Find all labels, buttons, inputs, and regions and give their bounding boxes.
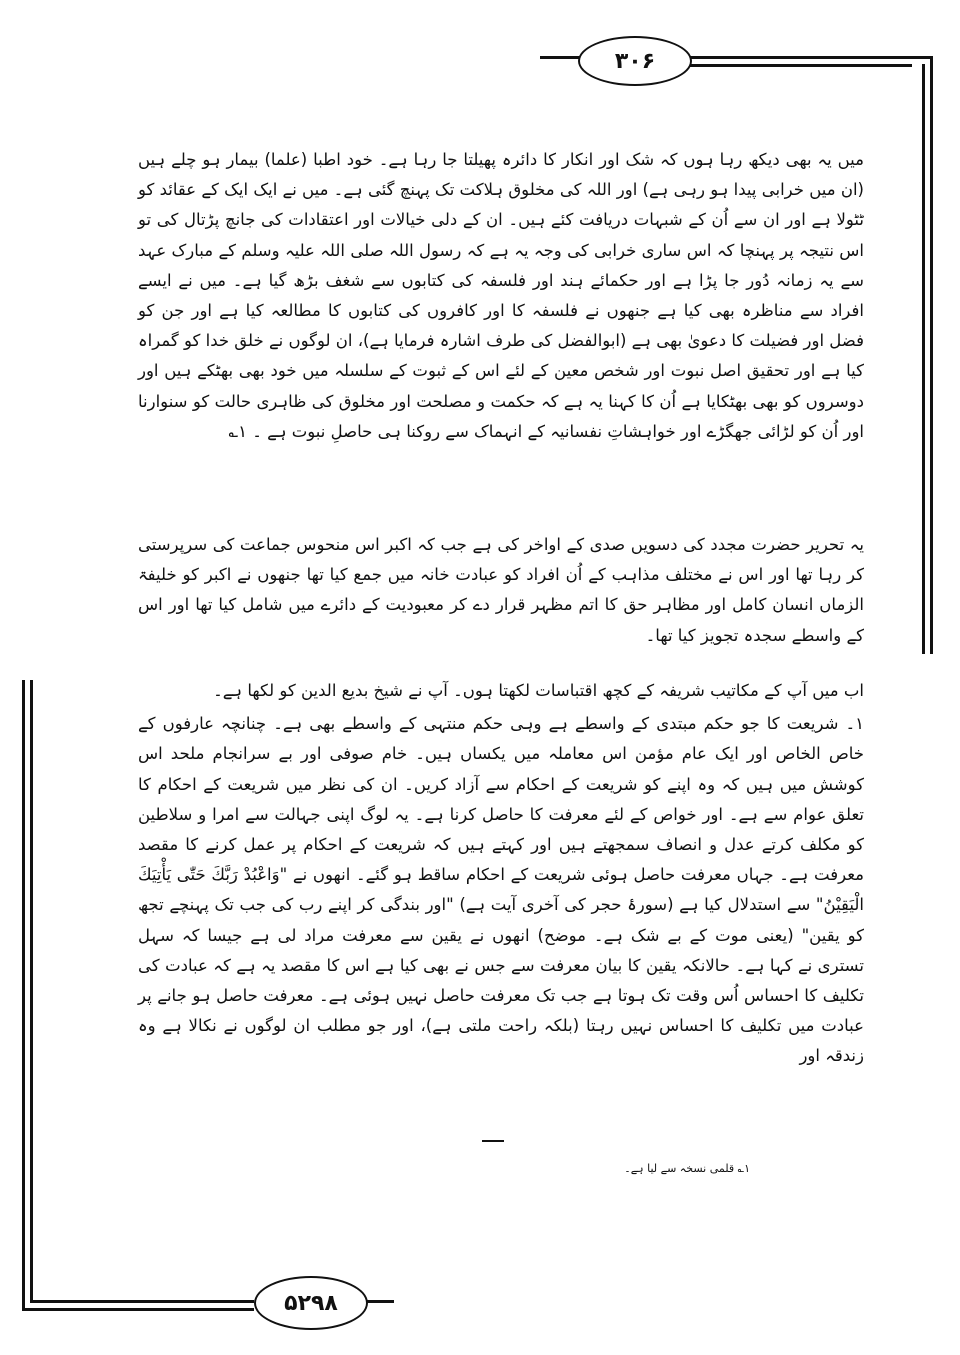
frame-top-outer [690, 56, 920, 59]
paragraph-4: ۱۔ شریعت کا جو حکم مبتدی کے واسطے ہے وہی حکم منتہی کے واسطے بھی ہے۔ چنانچہ عارفوں کے خاص الخاص اور ایک عام مؤمن اس معاملہ میں یکساں ہیں۔ خام صوفی اور بے سرانجام ملحد اس کوشش میں ہیں کہ وہ اپنے کو شریعت کے احکام سے آزاد کریں۔ ان کی نظر میں شریعت کے احکام کا تعلق عوام سے ہے۔ اور خواص کے لئے معرفت کا حاصل کرنا ہے۔ یہ لوگ اپنی جہالت سے امرا و سلاطین کو مکلف کرتے عدل و انصاف سمجھتے ہیں اور کہتے ہیں کہ شریعت کے احکام پر عمل کرنے کا مقصد معرفت ہے۔ جہاں معرفت حاصل ہوئی شریعت کے احکام ساقط ہو گئے۔ انھوں نے "وَاعْبُدْ رَبَّكَ حَتّٰى يَأْتِيَكَ الْيَقِيْنُ" سے استدلال کیا ہے (سورۂ حجر کی آخری آیت ہے) "اور بندگی کر اپنے رب کی جب تک پہنچے تجھ کو یقین" (یعنی موت کے بے شک ہے۔ موضح) انھوں نے یقین سے معرفت مراد لی ہے جیسا کہ سہل تستری نے کہا ہے۔ حالانکہ یقین کا بیان معرفت سے جس نے بھی کیا ہے اس کا مقصد یہ ہے کہ عبادت کی تکلیف کا احساس اُس وقت تک ہوتا ہے جب تک معرفت حاصل نہیں ہوئی ہے۔ معرفت حاصل ہو جانے پر عبادت میں تکلیف کا احساس نہیں رہتا (بلکہ راحت ملتی ہے)، اور جو مطلب ان لوگوں نے نکالا ہے وہ زندقہ اور [138, 714, 864, 1066]
frame-left-inner [30, 680, 33, 1302]
paragraph-3: اب میں آپ کے مکاتیب شریفہ کے کچھ اقتباسات لکھتا ہوں۔ آپ نے شیخ بدیع الدین کو لکھا ہے۔ [213, 681, 864, 700]
page-number-bottom-text: ۵۲۹۸ [284, 1290, 338, 1316]
page-number-top [578, 36, 692, 86]
frame-right-inner [922, 64, 925, 654]
frame-bottom-outer [22, 1308, 254, 1311]
page-number-bottom [254, 1276, 368, 1330]
frame-top-connector [540, 56, 580, 59]
text-section-1 [138, 145, 864, 447]
paragraph-1: میں یہ بھی دیکھ رہا ہوں کہ شک اور انکار کا دائرہ پھیلتا جا رہا ہے۔ خود اطبا (علما) بیمار ہو چلے ہیں (ان میں خرابی پیدا ہو رہی ہے) اور اللہ کی مخلوق ہلاکت تک پہنچ گئی ہے۔ میں نے ایک ایک کے عقائد کو ٹٹولا ہے اور ان سے اُن کے شبہات دریافت کئے ہیں۔ ان کے دلی خیالات اور اعتقادات کی جانچ پڑتال کی تو اس نتیجہ پر پہنچا کہ اس ساری خرابی کی وجہ یہ ہے کہ رسول اللہ صلی اللہ علیہ وسلم کے مبارک عہد سے یہ زمانہ دُور جا پڑا ہے اور حکمائے ہند اور فلسفہ کی کتابوں سے شغف بڑھ گیا ہے۔ میں نے ایسے افراد سے مناظرہ بھی کیا ہے جنھوں نے فلسفہ کا اور کافروں کی کتابوں کا مطالعہ کیا ہے اور جن کو فضل اور فضیلت کا دعویٰ بھی ہے (ابوالفضل کی طرف اشارہ فرمایا ہے)، ان لوگوں نے خلق خدا کو گمراہ کیا ہے اور تحقیق اصل نبوت اور شخص معین کے لئے اس کے ثبوت کے سلسلہ میں خود بھی بھٹکے ہیں اور دوسروں کو بھی بھٹکایا ہے اُن کا کہنا یہ ہے کہ حکمت و مصلحت اور مخلوق کی ظاہری حالت کو سنوارنا اور اُن کو لڑائی جھگڑے اور خواہشاتِ نفسانیہ کے انہماک سے روکنا ہی حاصلِ نبوت ہے ۔ ۱؎ [137, 150, 864, 441]
footnote-separator [482, 1140, 504, 1142]
text-section-2 [138, 530, 864, 651]
frame-right-outer [930, 56, 933, 654]
frame-right-outer-top [917, 56, 933, 59]
frame-bottom-inner [30, 1300, 254, 1303]
text-section-3 [138, 676, 864, 1072]
paragraph-2: یہ تحریر حضرت مجدد کی دسویں صدی کے اواخر کی ہے جب کہ اکبر اس منحوس جماعت کی سرپرستی کر رہا تھا اور اس نے مختلف مذاہب کے اُن افراد کو عبادت خانہ میں جمع کیا تھا جنھوں نے اکبر کو خلیفۃ الزماں انسان کامل اور مظاہر حق کا اتم مظہر قرار دے کر معبودیت کے دائرے میں شامل کیا تھا اور اس کے واسطے سجدہ تجویز کیا تھا۔ [138, 535, 864, 645]
frame-left-outer [22, 680, 25, 1310]
footnote: ۱؎ قلمی نسخہ سے لیا ہے۔ [624, 1162, 750, 1175]
frame-top-inner [690, 64, 912, 67]
frame-bottom-connector [364, 1300, 394, 1303]
page-number-top-text: ۳۰۶ [614, 48, 656, 74]
